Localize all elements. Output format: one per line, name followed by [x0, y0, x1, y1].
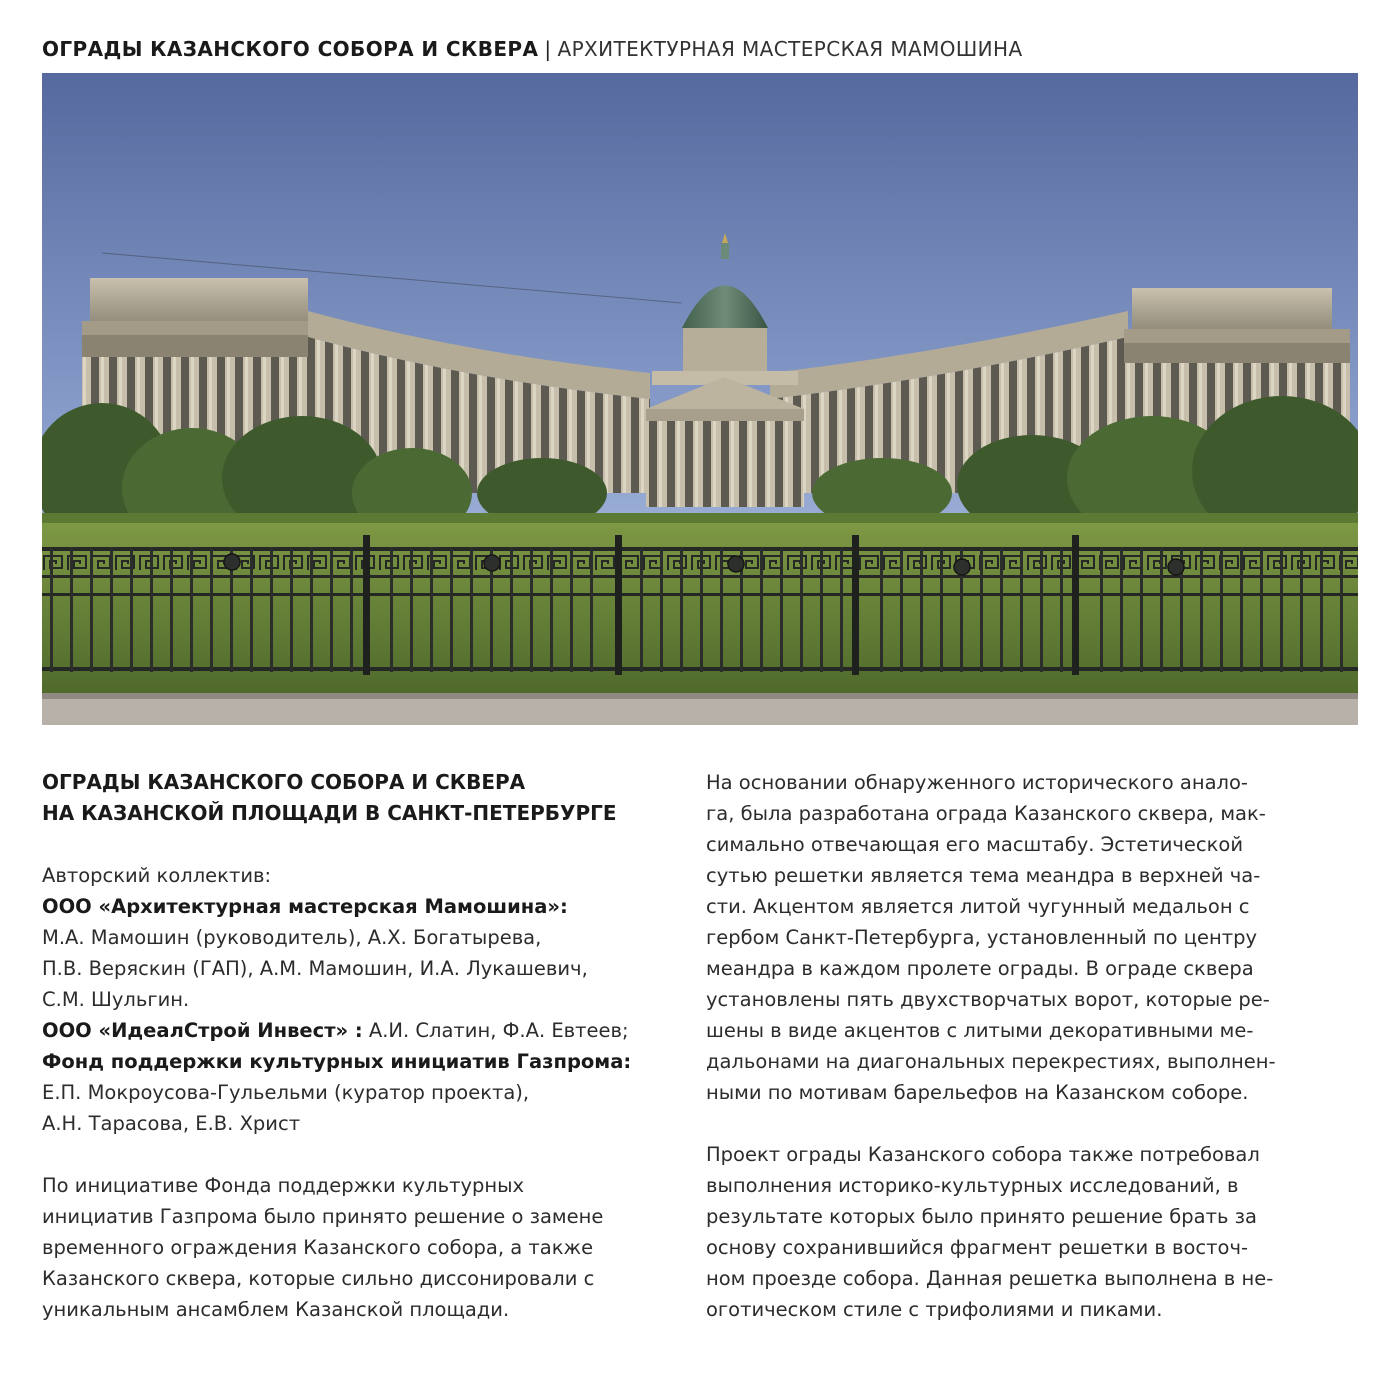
org-1-name: ООО «Архитектурная мастерская Мамошина»: — [42, 895, 568, 918]
fence-paragraph-line: На основании обнаруженного исторического анало- — [706, 771, 1248, 794]
fence-paragraph-line: сутью решетки является тема меандра в верхней ча- — [706, 864, 1261, 887]
header-subtitle: АРХИТЕКТУРНАЯ МАСТЕРСКАЯ МАМОШИНА — [557, 37, 1023, 61]
fence-paragraph-line: симально отвечающая его масштабу. Эстетической — [706, 833, 1244, 856]
header-title: ОГРАДЫ КАЗАНСКОГО СОБОРА И СКВЕРА — [42, 37, 539, 61]
right-column — [706, 767, 1306, 1325]
cathedral-photo — [42, 73, 1358, 725]
org-1-members-line: П.В. Веряскин (ГАП), А.М. Мамошин, И.А. Лукашевич, — [42, 957, 588, 980]
article-title-line-1: ОГРАДЫ КАЗАНСКОГО СОБОРА И СКВЕРА — [42, 770, 526, 794]
intro-paragraph-line: Казанского сквера, которые сильно диссонировали с — [42, 1267, 595, 1290]
org-1-members-line: М.А. Мамошин (руководитель), А.Х. Богатырева, — [42, 926, 542, 949]
intro-paragraph-line: временного ограждения Казанского собора, а также — [42, 1236, 594, 1259]
org-3-name: Фонд поддержки культурных инициатив Газпрома: — [42, 1050, 632, 1073]
research-paragraph-line: выполнения историко-культурных исследований, в — [706, 1174, 1239, 1197]
left-column — [42, 767, 642, 1325]
org-2-members: А.И. Слатин, Ф.А. Евтеев; — [362, 1019, 629, 1042]
header-separator: | — [544, 37, 552, 61]
fence-paragraph-line: га, была разработана ограда Казанского сквера, мак- — [706, 802, 1266, 825]
research-paragraph-line: оготическом стиле с трифолиями и пиками. — [706, 1298, 1163, 1321]
fence-paragraph-line: ными по мотивам барельефов на Казанском соборе. — [706, 1081, 1249, 1104]
fence-paragraph-line: дальонами на диагональных перекрестиях, выполнен- — [706, 1050, 1276, 1073]
research-paragraph-line: основу сохранившийся фрагмент решетки в восточ- — [706, 1236, 1249, 1259]
intro-paragraph-line: По инициативе Фонда поддержки культурных — [42, 1174, 525, 1197]
intro-paragraph-line: инициатив Газпрома было принято решение о замене — [42, 1205, 604, 1228]
org-3-members-line: Е.П. Мокроусова-Гульельми (куратор проекта), — [42, 1081, 530, 1104]
research-paragraph-line: Проект ограды Казанского собора также потребовал — [706, 1143, 1260, 1166]
fence-paragraph-line: установлены пять двухстворчатых ворот, которые ре- — [706, 988, 1270, 1011]
org-1-members-line: С.М. Шульгин. — [42, 988, 190, 1011]
intro-paragraph-line: уникальным ансамблем Казанской площади. — [42, 1298, 510, 1321]
org-1-members-justified — [42, 953, 642, 984]
fence-paragraph-line: меандра в каждом пролете ограды. В ограде сквера — [706, 957, 1254, 980]
fence-paragraph-line: гербом Санкт-Петербурга, установленный по центру — [706, 926, 1258, 949]
research-paragraph-line: ном проезде собора. Данная решетка выполнена в не- — [706, 1267, 1274, 1290]
org-2-row — [42, 1015, 642, 1046]
research-paragraph-line: результате которых было принято решение брать за — [706, 1205, 1257, 1228]
article-title-line-2: НА КАЗАНСКОЙ ПЛОЩАДИ В САНКТ-ПЕТЕРБУРГЕ — [42, 801, 617, 825]
fence-paragraph-line: сти. Акцентом является литой чугунный медальон с — [706, 895, 1250, 918]
fence-paragraph-line: шены в виде акцентов с литыми декоративными ме- — [706, 1019, 1254, 1042]
org-2-name: ООО «ИдеалСтрой Инвест» : — [42, 1019, 363, 1042]
team-label: Авторский коллектив: — [42, 864, 272, 887]
page-header — [42, 36, 1023, 62]
org-3-members-line: А.Н. Тарасова, Е.В. Христ — [42, 1112, 301, 1135]
